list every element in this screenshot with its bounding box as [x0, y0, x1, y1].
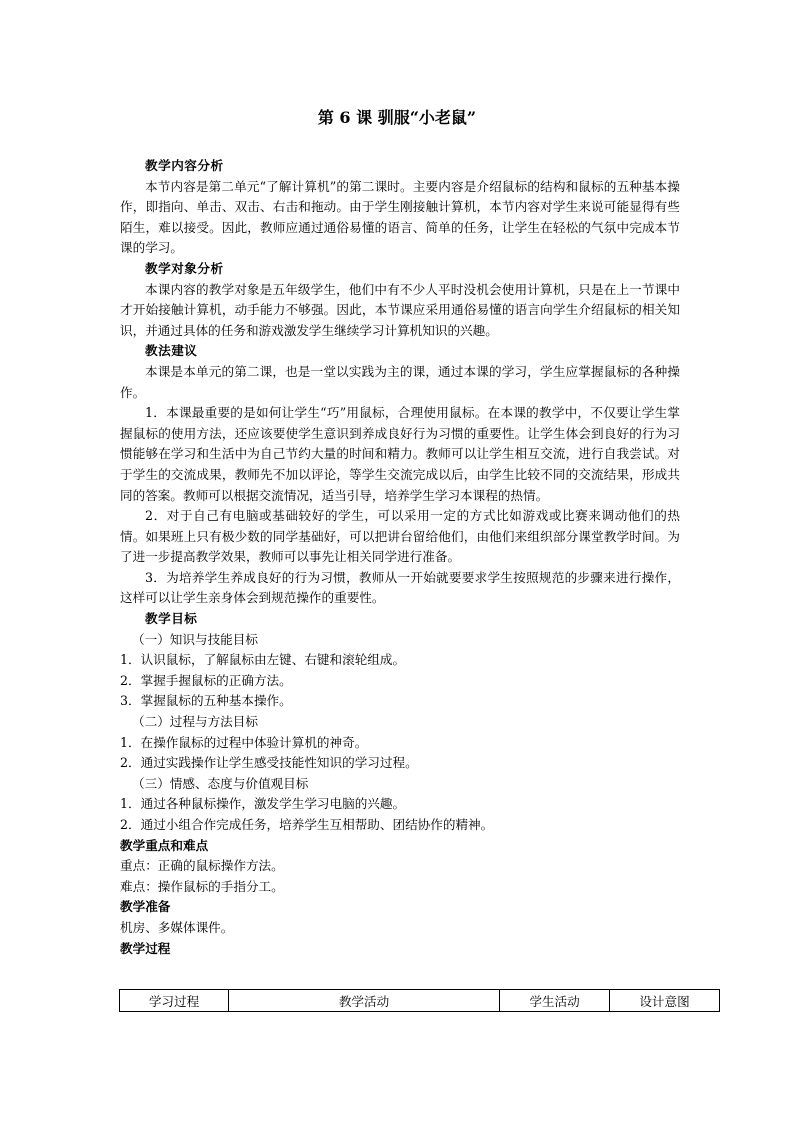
table-header-cell: 教学活动	[229, 990, 500, 1012]
goal-group-title: （三）情感、态度与价值观目标	[132, 775, 309, 791]
preparation-text: 机房、多媒体课件。	[120, 919, 234, 935]
table-header-cell: 学习过程	[120, 990, 229, 1012]
process-table	[119, 989, 720, 1012]
goal-item: 1．在操作鼠标的过程中体验计算机的神奇。	[120, 734, 368, 750]
goal-group-title: （一）知识与技能目标	[132, 631, 258, 647]
table-header-cell: 学生活动	[500, 990, 610, 1012]
content-analysis-paragraph: 本节内容是第二单元“了解计算机”的第二课时。主要内容是介绍鼠标的结构和鼠标的五种基本操作，即指向、单击、双击、右击和拖动。由于学生刚接触计算机，本节内容对学生来说可能显得有些陌生，难以接受。因此，教师应通过通俗易懂的语言、简单的任务，让学生在轻松的气氛中完成本节课的学习。	[120, 178, 680, 256]
section-heading-key-points: 教学重点和难点	[120, 837, 209, 853]
goal-item: 2．通过小组合作完成任务，培养学生互相帮助、团结协作的精神。	[120, 817, 494, 832]
key-point-text: 重点：正确的鼠标操作方法。	[120, 858, 284, 874]
section-heading-process: 教学过程	[120, 940, 171, 956]
page-title: 第 6 课 驯服“小老鼠”	[317, 108, 477, 127]
goal-group-title: （二）过程与方法目标	[132, 714, 258, 730]
object-analysis-paragraph: 本课内容的教学对象是五年级学生，他们中有不少人平时没机会使用计算机，只是在上一节课中才开始接触计算机，动手能力不够强。因此，本节课应采用通俗易懂的语言向学生介绍鼠标的相关知识，并通过具体的任务和游戏激发学生继续学习计算机知识的兴趣。	[120, 281, 680, 338]
section-heading-content-analysis: 教学内容分析	[145, 158, 224, 173]
goal-item: 1．认识鼠标，了解鼠标由左键、右键和滚轮组成。	[120, 652, 406, 668]
method-paragraph: 3．为培养学生养成良好的行为习惯，教师从一开始就要要求学生按照规范的步骤来进行操作，这样可以让学生亲身体会到规范操作的重要性。	[120, 569, 680, 606]
method-paragraph: 2．对于自己有电脑或基础较好的学生，可以采用一定的方式比如游戏或比赛来调动他们的热情。如果班上只有极少数的同学基础好，可以把讲台留给他们，由他们来组织部分课堂教学时间。为了进一步提高教学效果，教师可以事先让相关同学进行准备。	[120, 508, 680, 565]
table-header-row	[120, 990, 720, 1012]
section-heading-goals: 教学目标	[145, 611, 198, 627]
section-heading-method: 教法建议	[145, 343, 198, 359]
section-heading-object-analysis: 教学对象分析	[145, 260, 224, 276]
method-paragraph: 1．本课最重要的是如何让学生“巧”用鼠标，合理使用鼠标。在本课的教学中，不仅要让学生掌握鼠标的使用方法，还应该要使学生意识到养成良好行为习惯的重要性。让学生体会到良好的行为习惯能够在学习和生活中为自己节约大量的时间和精力。教师可以让学生相互交流，进行自我尝试。对于学生的交流成果，教师先不加以评论，等学生交流完成以后，由学生比较不同的交流结果，形成共同的答案。教师可以根据交流情况，适当引导，培养学生学习本课程的热情。	[120, 405, 680, 503]
method-paragraph: 本课是本单元的第二课，也是一堂以实践为主的课，通过本课的学习，学生应掌握鼠标的各种操作。	[120, 363, 680, 400]
document-body	[120, 156, 680, 959]
difficulty-text: 难点：操作鼠标的手指分工。	[120, 878, 284, 894]
section-heading-preparation: 教学准备	[120, 899, 171, 915]
goal-item: 1．通过各种鼠标操作，激发学生学习电脑的兴趣。	[120, 796, 406, 812]
goal-item: 2．通过实践操作让学生感受技能性知识的学习过程。	[120, 755, 418, 771]
table-header-cell: 设计意图	[610, 990, 720, 1012]
goal-item: 3．掌握鼠标的五种基本操作。	[120, 693, 292, 709]
goal-item: 2．掌握手握鼠标的正确方法。	[120, 672, 292, 688]
